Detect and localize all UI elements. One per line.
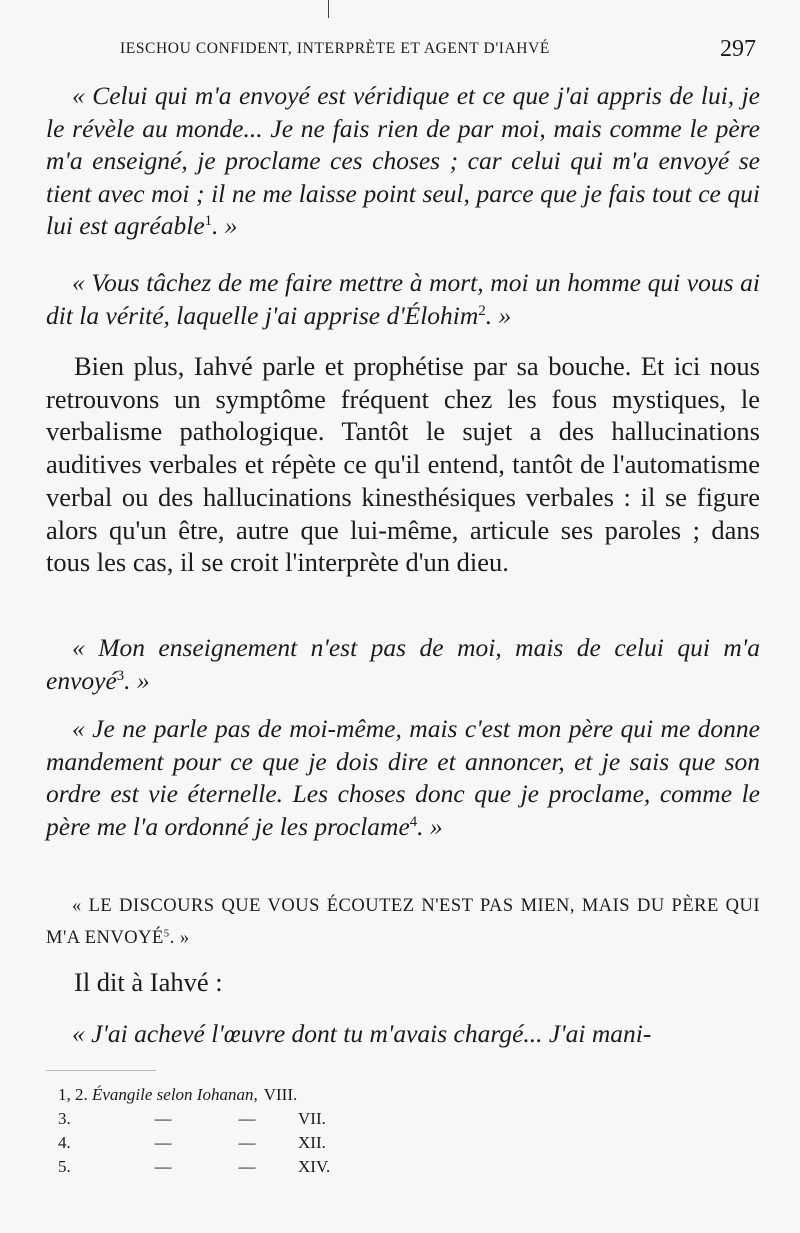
quote-paragraph-5 [46,1018,760,1051]
quote-paragraph-1 [46,80,760,243]
footnote-4 [58,1155,558,1179]
prose-text: Bien plus, Iahvé parle et prophétise par sa bouche. Et ici nous retrouvons un symptôme fréquent chez les fous mystiques, le verbalisme pathologique. Tantôt le sujet a des hallucinations auditives verbales et répète ce qu'il entend, tantôt de l'automatisme verbal ou des hallucinations kinesthésiques verbales : il se figure alors qu'un être, autre que lui-même, articule ses paroles ; dans tous les cas, il se croit l'interprète d'un dieu. [46,351,760,578]
footnote-1 [58,1083,558,1107]
footnote-source-title: Évangile selon Iohanan, [92,1085,258,1104]
footnote-chapter: VIII. [263,1085,298,1104]
quote-paragraph-3 [46,632,760,697]
ditto-dash: — [238,1109,256,1128]
footnote-ref: 5 [163,927,170,940]
close-quote: . » [124,665,150,695]
quote-text: Je ne parle pas de moi-même, mais c'est mon père qui me donne mandement pour ce que je dois dire et annoncer, et je sais que son ordre est vie éternelle. Les choses donc que je proclame, comme le père me l'a ordonné je les proclame [46,714,760,841]
caps-quote-paragraph [46,890,760,954]
footnote-number: 4. [58,1133,71,1152]
close-quote: . » [212,211,238,240]
prose-paragraph-2 [46,966,760,999]
ditto-dash: — [154,1133,172,1152]
spine-mark [328,0,329,18]
page-number: 297 [720,36,756,62]
open-quote: « [72,1019,92,1048]
open-quote: « [72,633,99,662]
quote-text: Vous tâchez de me faire mettre à mort, moi un homme qui vous ai dit la vérité, laquelle j'ai apprise d'Élohim [46,268,760,330]
footnote-ref: 4 [409,813,418,830]
footnote-number: 3. [58,1109,71,1128]
quote-text: Mon enseignement n'est pas de moi, mais de celui qui m'a envoyé [46,633,761,695]
footnote-3 [58,1131,558,1155]
open-quote: « [72,896,89,916]
ditto-dash: — [238,1157,256,1176]
prose-paragraph-1 [46,350,760,579]
ditto-dash: — [154,1157,172,1176]
close-quote: . » [169,928,190,948]
footnote-chapter: XII. [298,1133,326,1152]
quote-paragraph-2 [46,267,760,332]
footnotes [58,1083,558,1179]
open-quote: « [72,268,92,297]
quote-text: Celui qui m'a envoyé est véridique et ce que j'ai appris de lui, je le révèle au monde... Je ne fais rien de par moi, mais comme le père m'a enseigné, je proclame ces choses ; car celui qui m'a envoyé se tient avec moi ; il ne me laisse point seul, parce que je fais tout ce qui lui est agréable [46,81,761,240]
footnote-number: 1, 2. [58,1085,88,1104]
quote-paragraph-4 [46,713,760,843]
open-quote: « [72,81,93,110]
close-quote: . » [417,811,443,841]
footnote-2 [58,1107,558,1131]
open-quote: « [72,714,93,743]
quote-text: J'ai achevé l'œuvre dont tu m'avais chargé... J'ai mani- [91,1019,652,1048]
footnote-chapter: VII. [298,1109,326,1128]
ditto-dash: — [154,1109,172,1128]
footnote-chapter: XIV. [298,1157,331,1176]
prose-text: Il dit à Iahvé : [74,967,223,997]
footnote-ref: 3 [116,667,125,684]
footnote-number: 5. [58,1157,71,1176]
running-head [120,36,760,66]
quote-text: LE DISCOURS QUE VOUS ÉCOUTEZ N'EST PAS MIEN, MAIS DU PÈRE QUI M'A ENVOYÉ [46,896,761,948]
footnote-rule [46,1070,156,1071]
footnote-ref: 2 [478,302,486,319]
ditto-dash: — [238,1133,256,1152]
close-quote: . » [485,300,512,330]
running-title: IESCHOU CONFIDENT, INTERPRÈTE ET AGENT D'IAHVÉ [120,40,550,57]
footnote-ref: 1 [204,213,213,230]
